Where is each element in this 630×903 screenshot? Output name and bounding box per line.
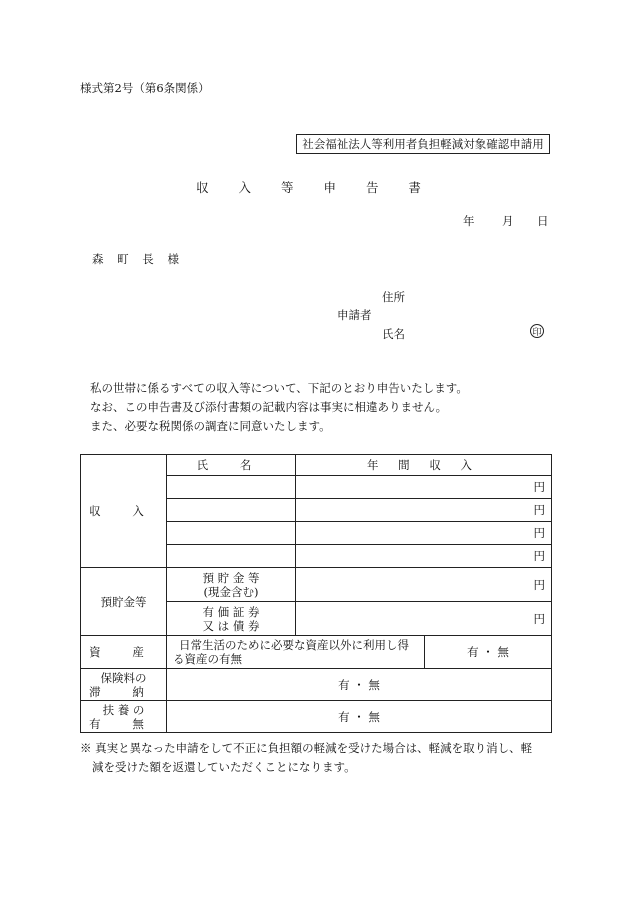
dependent-label [81, 701, 167, 733]
document-title: 収 入 等 申 告 書 [196, 180, 434, 195]
arrears-label [81, 669, 167, 701]
income-amount-cell-1[interactable] [296, 476, 552, 499]
applicant-label: 申請者 [337, 308, 372, 322]
assets-yes-no[interactable]: 有 ・ 無 [425, 636, 552, 669]
deposits-row [81, 568, 552, 602]
date-month-label: 月 [502, 214, 514, 228]
assets-description-line-1: 日常生活のために必要な資産以外に利用し得 [179, 638, 409, 652]
declaration-line-2: なお、この申告書及び添付書類の記載内容は事実に相違ありません。 [90, 400, 448, 414]
income-declaration-table [80, 454, 552, 733]
assets-row [81, 636, 552, 669]
col-name-header: 氏 名 [167, 455, 296, 476]
arrears-label-line-1: 保険料の [100, 670, 147, 685]
deposits-label-line-1: 預 貯 金 等 [202, 570, 260, 585]
assets-description [167, 636, 425, 669]
assets-label: 資 産 [81, 636, 167, 669]
deposits-label-line-2: (現金含む) [203, 584, 259, 599]
dependent-label-line-2: 有 無 [89, 716, 158, 731]
note [80, 739, 532, 777]
yen-unit: 円 [533, 480, 545, 494]
yen-unit: 円 [533, 611, 545, 626]
income-name-cell-4[interactable] [167, 545, 296, 568]
name-label: 氏名 [382, 327, 405, 341]
note-line-1: ※ 真実と異なった申請をして不正に負担額の軽減を受けた場合は、軽減を取り消し、軽 [80, 741, 533, 755]
declaration-line-3: また、必要な税関係の調査に同意いたします。 [90, 419, 331, 433]
assets-description-line-2: る資産の有無 [173, 652, 242, 666]
income-label: 収 入 [81, 455, 167, 568]
deposits-amount-cell[interactable] [296, 568, 552, 602]
savings-label: 預貯金等 [81, 568, 167, 636]
yen-unit: 円 [533, 526, 545, 540]
securities-amount-cell[interactable] [296, 602, 552, 636]
income-name-cell-2[interactable] [167, 499, 296, 522]
yen-unit: 円 [533, 577, 545, 592]
securities-label-line-2: 又 は 債 券 [202, 618, 260, 633]
note-line-2: 減を受けた額を返還していただくことになります。 [92, 760, 356, 774]
purpose-text: 社会福祉法人等利用者負担軽減対象確認申請用 [302, 137, 544, 151]
seal-mark: 印 [530, 324, 544, 338]
date-day-label: 日 [537, 214, 549, 228]
income-name-cell-1[interactable] [167, 476, 296, 499]
income-amount-cell-3[interactable] [296, 522, 552, 545]
col-annual-income-header: 年 間 収 入 [296, 455, 552, 476]
address-label: 住所 [382, 290, 405, 304]
dependent-label-line-1: 扶 養 の [102, 702, 145, 717]
arrears-row [81, 669, 552, 701]
yen-unit: 円 [533, 503, 545, 517]
income-name-cell-3[interactable] [167, 522, 296, 545]
dependent-yes-no[interactable]: 有 ・ 無 [167, 701, 552, 733]
arrears-label-line-2: 滞 納 [89, 684, 158, 699]
deposits-label [167, 568, 296, 602]
addressee: 森 町 長 様 [92, 252, 184, 266]
table-header-row [81, 455, 552, 476]
dependent-row [81, 701, 552, 733]
income-amount-cell-2[interactable] [296, 499, 552, 522]
income-amount-cell-4[interactable] [296, 545, 552, 568]
securities-label [167, 602, 296, 636]
declaration-line-1: 私の世帯に係るすべての収入等について、下記のとおり申告いたします。 [90, 381, 468, 395]
arrears-yes-no[interactable]: 有 ・ 無 [167, 669, 552, 701]
securities-label-line-1: 有 価 証 券 [202, 604, 260, 619]
purpose-box [296, 134, 550, 154]
date-year-label: 年 [463, 214, 475, 228]
yen-unit: 円 [533, 549, 545, 563]
form-number: 様式第2号（第6条関係） [80, 81, 210, 95]
